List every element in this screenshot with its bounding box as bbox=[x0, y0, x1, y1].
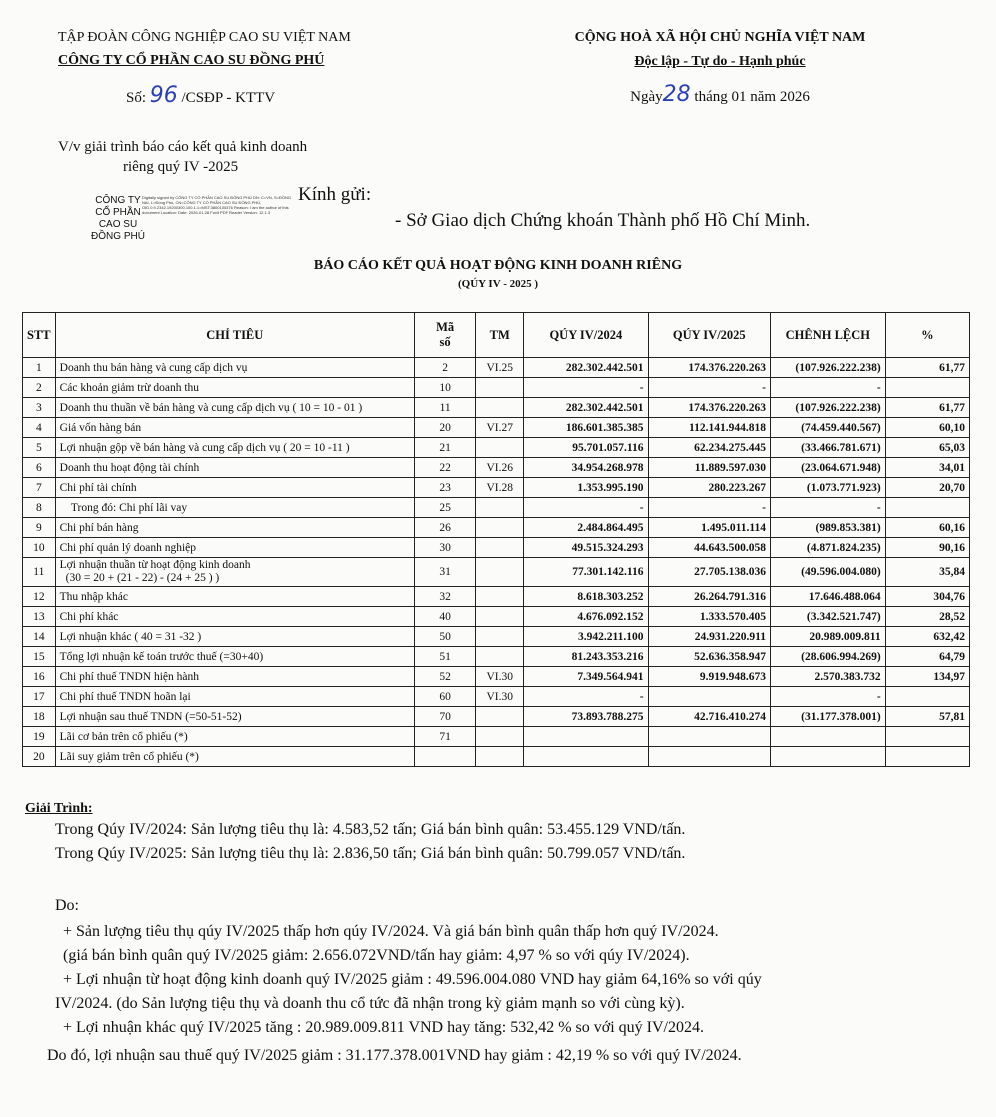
row-q2024: 8.618.303.252 bbox=[524, 587, 648, 607]
row-pct: 34,01 bbox=[885, 458, 969, 478]
row-q2024: 186.601.385.385 bbox=[524, 418, 648, 438]
date-prefix: Ngày bbox=[630, 89, 663, 105]
row-pct: 60,10 bbox=[885, 418, 969, 438]
row-stt: 19 bbox=[23, 727, 56, 747]
report-title: BÁO CÁO KẾT QUẢ HOẠT ĐỘNG KINH DOANH RIÊNG bbox=[313, 258, 683, 273]
row-item: Chi phí thuế TNDN hoãn lại bbox=[55, 687, 414, 707]
salutation: Kính gửi: bbox=[298, 184, 372, 205]
row-stt: 2 bbox=[23, 378, 56, 398]
row-code: 20 bbox=[414, 418, 475, 438]
nation-block bbox=[560, 30, 880, 107]
row-note bbox=[476, 647, 524, 667]
row-diff: 17.646.488.064 bbox=[770, 587, 885, 607]
row-diff: (989.853.381) bbox=[770, 518, 885, 538]
row-q2024: 1.353.995.190 bbox=[524, 478, 648, 498]
row-q2025: 1.495.011.114 bbox=[648, 518, 770, 538]
row-stt: 18 bbox=[23, 707, 56, 727]
table-row bbox=[23, 398, 970, 418]
row-note bbox=[476, 438, 524, 458]
row-pct: 61,77 bbox=[885, 358, 969, 378]
reason-2: + Lợi nhuận từ hoạt động kinh doanh quý IV/2025 giảm : 49.596.004.080 VND hay giảm 64,16% so với qúy bbox=[63, 971, 762, 988]
nation-motto: Độc lập - Tự do - Hạnh phúc bbox=[634, 54, 806, 69]
row-stt: 5 bbox=[23, 438, 56, 458]
row-diff: (23.064.671.948) bbox=[770, 458, 885, 478]
date-suffix: tháng 01 năm 2026 bbox=[694, 89, 810, 105]
row-q2025 bbox=[648, 727, 770, 747]
row-q2024: 282.302.442.501 bbox=[524, 398, 648, 418]
row-diff: (49.596.004.080) bbox=[770, 558, 885, 587]
row-item: Trong đó: Chi phí lãi vay bbox=[55, 498, 414, 518]
row-diff: - bbox=[770, 687, 885, 707]
row-note: VI.28 bbox=[476, 478, 524, 498]
row-q2025: 26.264.791.316 bbox=[648, 587, 770, 607]
row-diff: (107.926.222.238) bbox=[770, 398, 885, 418]
handwritten-number: 96 bbox=[149, 83, 178, 108]
row-pct: 35,84 bbox=[885, 558, 969, 587]
row-note bbox=[476, 627, 524, 647]
row-code: 50 bbox=[414, 627, 475, 647]
row-stt: 3 bbox=[23, 398, 56, 418]
row-q2025 bbox=[648, 747, 770, 767]
row-code: 22 bbox=[414, 458, 475, 478]
row-code: 30 bbox=[414, 538, 475, 558]
row-note: VI.30 bbox=[476, 687, 524, 707]
col-pct: % bbox=[885, 313, 969, 358]
table-row bbox=[23, 478, 970, 498]
table-header-row bbox=[23, 313, 970, 358]
row-diff: (31.177.378.001) bbox=[770, 707, 885, 727]
group-name: TẬP ĐOÀN CÔNG NGHIỆP CAO SU VIỆT NAM bbox=[58, 30, 351, 45]
row-q2024 bbox=[524, 727, 648, 747]
row-pct: 57,81 bbox=[885, 707, 969, 727]
income-statement-table bbox=[22, 312, 970, 767]
row-note: VI.26 bbox=[476, 458, 524, 478]
row-item: Chi phí khác bbox=[55, 607, 414, 627]
row-item: Doanh thu hoạt động tài chính bbox=[55, 458, 414, 478]
row-pct: 28,52 bbox=[885, 607, 969, 627]
row-item: Thu nhập khác bbox=[55, 587, 414, 607]
row-q2025: 62.234.275.445 bbox=[648, 438, 770, 458]
row-diff: (4.871.824.235) bbox=[770, 538, 885, 558]
row-note bbox=[476, 558, 524, 587]
explanation-q2024: Trong Qúy IV/2024: Sản lượng tiêu thụ là: 4.583,52 tấn; Giá bán bình quân: 53.455.129 VND/tấn. bbox=[55, 821, 686, 838]
row-pct: 134,97 bbox=[885, 667, 969, 687]
row-q2024: 77.301.142.116 bbox=[524, 558, 648, 587]
table-row bbox=[23, 418, 970, 438]
table-row bbox=[23, 538, 970, 558]
row-stt: 20 bbox=[23, 747, 56, 767]
row-item bbox=[55, 558, 414, 587]
row-item: Chi phí bán hàng bbox=[55, 518, 414, 538]
row-q2024: 81.243.353.216 bbox=[524, 647, 648, 667]
row-code: 21 bbox=[414, 438, 475, 458]
col-item: CHỈ TIÊU bbox=[55, 313, 414, 358]
explanation-heading: Giải Trình: bbox=[25, 801, 93, 816]
explanation bbox=[25, 800, 975, 1068]
row-code bbox=[414, 747, 475, 767]
col-stt: STT bbox=[23, 313, 56, 358]
row-pct bbox=[885, 687, 969, 707]
row-item: Lãi suy giảm trên cổ phiếu (*) bbox=[55, 747, 414, 767]
row-stt: 15 bbox=[23, 647, 56, 667]
reason-1: + Sản lượng tiêu thụ qúy IV/2025 thấp hơn qúy IV/2024. Và giá bán bình quân thấp hơn quý IV/2024. bbox=[63, 923, 719, 940]
row-code: 52 bbox=[414, 667, 475, 687]
row-diff: - bbox=[770, 378, 885, 398]
row-note bbox=[476, 607, 524, 627]
row-pct: 20,70 bbox=[885, 478, 969, 498]
row-q2025: - bbox=[648, 498, 770, 518]
table-row bbox=[23, 667, 970, 687]
row-q2025: 280.223.267 bbox=[648, 478, 770, 498]
row-item: Lợi nhuận khác ( 40 = 31 -32 ) bbox=[55, 627, 414, 647]
number-suffix: /CSĐP - KTTV bbox=[181, 90, 276, 106]
row-item: Doanh thu bán hàng và cung cấp dịch vụ bbox=[55, 358, 414, 378]
row-q2025: 1.333.570.405 bbox=[648, 607, 770, 627]
row-item: Lợi nhuận sau thuế TNDN (=50-51-52) bbox=[55, 707, 414, 727]
row-q2025: 174.376.220.263 bbox=[648, 398, 770, 418]
reason-3: + Lợi nhuận khác quý IV/2025 tăng : 20.989.009.811 VND hay tăng: 532,42 % so với quý IV/2024. bbox=[63, 1019, 704, 1036]
row-q2024: 3.942.211.100 bbox=[524, 627, 648, 647]
row-q2024: 95.701.057.116 bbox=[524, 438, 648, 458]
explanation-q2025: Trong Qúy IV/2025: Sản lượng tiêu thụ là: 2.836,50 tấn; Giá bán bình quân: 50.799.057 VND/tấn. bbox=[55, 845, 686, 862]
row-note bbox=[476, 707, 524, 727]
subject bbox=[58, 137, 307, 177]
row-item: Giá vốn hàng bán bbox=[55, 418, 414, 438]
row-stt: 13 bbox=[23, 607, 56, 627]
row-pct bbox=[885, 498, 969, 518]
row-note bbox=[476, 398, 524, 418]
table-row bbox=[23, 707, 970, 727]
row-pct: 65,03 bbox=[885, 438, 969, 458]
table-row bbox=[23, 647, 970, 667]
nation-title: CỘNG HOÀ XÃ HỘI CHỦ NGHĨA VIỆT NAM bbox=[574, 30, 866, 45]
row-item: Các khoản giảm trừ doanh thu bbox=[55, 378, 414, 398]
row-item-line1: Lợi nhuận thuần từ hoạt động kinh doanh bbox=[59, 559, 251, 571]
row-stt: 11 bbox=[23, 558, 56, 587]
row-item: Doanh thu thuần về bán hàng và cung cấp dịch vụ ( 10 = 10 - 01 ) bbox=[55, 398, 414, 418]
row-code: 32 bbox=[414, 587, 475, 607]
row-note bbox=[476, 498, 524, 518]
table-row bbox=[23, 727, 970, 747]
row-stt: 14 bbox=[23, 627, 56, 647]
table-row bbox=[23, 747, 970, 767]
row-pct: 90,16 bbox=[885, 538, 969, 558]
recipient: - Sở Giao dịch Chứng khoán Thành phố Hồ Chí Minh. bbox=[395, 210, 811, 231]
row-stt: 17 bbox=[23, 687, 56, 707]
row-diff: (33.466.781.671) bbox=[770, 438, 885, 458]
row-note: VI.27 bbox=[476, 418, 524, 438]
row-pct: 632,42 bbox=[885, 627, 969, 647]
row-q2024: - bbox=[524, 498, 648, 518]
row-code: 31 bbox=[414, 558, 475, 587]
row-q2024: 7.349.564.941 bbox=[524, 667, 648, 687]
row-diff bbox=[770, 747, 885, 767]
row-diff: (74.459.440.567) bbox=[770, 418, 885, 438]
row-stt: 12 bbox=[23, 587, 56, 607]
row-code: 70 bbox=[414, 707, 475, 727]
row-code: 71 bbox=[414, 727, 475, 747]
report-subtitle: (QÚY IV - 2025 ) bbox=[457, 278, 539, 290]
table-row bbox=[23, 587, 970, 607]
row-note bbox=[476, 518, 524, 538]
reason-1-detail: (giá bán bình quân quý IV/2025 giảm: 2.656.072VND/tấn hay giảm: 4,97 % so với qúy IV/2024). bbox=[63, 947, 690, 964]
table-row bbox=[23, 687, 970, 707]
row-diff: (3.342.521.747) bbox=[770, 607, 885, 627]
row-pct: 60,16 bbox=[885, 518, 969, 538]
row-stt: 6 bbox=[23, 458, 56, 478]
row-item: Tổng lợi nhuận kế toán trước thuế (=30+40) bbox=[55, 647, 414, 667]
subject-line2: riêng quý IV -2025 bbox=[123, 159, 239, 175]
row-stt: 16 bbox=[23, 667, 56, 687]
row-q2024: 73.893.788.275 bbox=[524, 707, 648, 727]
company-name: CÔNG TY CỔ PHẦN CAO SU ĐỒNG PHÚ bbox=[58, 53, 325, 68]
document-number bbox=[58, 83, 388, 108]
row-stt: 7 bbox=[23, 478, 56, 498]
row-stt: 1 bbox=[23, 358, 56, 378]
table-row bbox=[23, 607, 970, 627]
table-row bbox=[23, 498, 970, 518]
table-row bbox=[23, 378, 970, 398]
row-pct bbox=[885, 378, 969, 398]
row-q2025: 44.643.500.058 bbox=[648, 538, 770, 558]
row-item: Chi phí thuế TNDN hiện hành bbox=[55, 667, 414, 687]
row-q2025 bbox=[648, 687, 770, 707]
col-note: TM bbox=[476, 313, 524, 358]
row-diff: - bbox=[770, 498, 885, 518]
row-note bbox=[476, 538, 524, 558]
table-row bbox=[23, 558, 970, 587]
conclusion: Do đó, lợi nhuận sau thuế quý IV/2025 giảm : 31.177.378.001VND hay giảm : 42,19 % so với quý IV/2024. bbox=[47, 1047, 742, 1064]
row-q2024: 4.676.092.152 bbox=[524, 607, 648, 627]
row-item: Lãi cơ bản trên cổ phiếu (*) bbox=[55, 727, 414, 747]
document-date bbox=[560, 82, 880, 107]
row-stt: 4 bbox=[23, 418, 56, 438]
row-diff: 20.989.009.811 bbox=[770, 627, 885, 647]
row-note: VI.30 bbox=[476, 667, 524, 687]
table-row bbox=[23, 438, 970, 458]
row-note bbox=[476, 378, 524, 398]
row-q2025: 27.705.138.036 bbox=[648, 558, 770, 587]
issuer-block bbox=[58, 30, 388, 108]
row-code: 26 bbox=[414, 518, 475, 538]
col-q2025: QÚY IV/2025 bbox=[648, 313, 770, 358]
row-note bbox=[476, 727, 524, 747]
reason-2-detail: IV/2024. (do Sản lượng tiệu thụ và doanh thu cổ tức đã nhận trong kỳ giảm mạnh so với cùng kỳ). bbox=[55, 995, 685, 1012]
table-row bbox=[23, 358, 970, 378]
table-row bbox=[23, 518, 970, 538]
reasons-label: Do: bbox=[55, 897, 79, 914]
row-pct: 64,79 bbox=[885, 647, 969, 667]
col-diff: CHÊNH LỆCH bbox=[770, 313, 885, 358]
row-pct bbox=[885, 747, 969, 767]
row-q2024: 34.954.268.978 bbox=[524, 458, 648, 478]
row-item: Chi phí quản lý doanh nghiệp bbox=[55, 538, 414, 558]
row-item-line2: (30 = 20 + (21 - 22) - (24 + 25 ) ) bbox=[65, 572, 220, 584]
row-diff: (1.073.771.923) bbox=[770, 478, 885, 498]
table-row bbox=[23, 627, 970, 647]
row-diff bbox=[770, 727, 885, 747]
row-q2024: 282.302.442.501 bbox=[524, 358, 648, 378]
row-code: 40 bbox=[414, 607, 475, 627]
row-diff: 2.570.383.732 bbox=[770, 667, 885, 687]
row-pct: 304,76 bbox=[885, 587, 969, 607]
row-q2024: - bbox=[524, 687, 648, 707]
row-stt: 10 bbox=[23, 538, 56, 558]
row-q2025: 174.376.220.263 bbox=[648, 358, 770, 378]
row-diff: (107.926.222.238) bbox=[770, 358, 885, 378]
row-note bbox=[476, 587, 524, 607]
row-pct: 61,77 bbox=[885, 398, 969, 418]
row-code: 51 bbox=[414, 647, 475, 667]
signature-details: Digitally signed by CÔNG TY CỔ PHẦN CAO SU ĐỒNG PHÚ DN: C=VN, S=ĐỒNG NAI, L=Đồng Phú, CN=CÔNG TY CỔ PHẦN CAO SU ĐỒNG PHÚ, OID.0.9.2342.19200300.100.1.1=MST:3800100376 Reason: I am the author of this document Location: Date: 2026-01-28 Foxit PDF Reader Version: 12.1.3 bbox=[142, 195, 291, 215]
row-q2024: 49.515.324.293 bbox=[524, 538, 648, 558]
row-code: 25 bbox=[414, 498, 475, 518]
row-q2024: 2.484.864.495 bbox=[524, 518, 648, 538]
row-pct bbox=[885, 727, 969, 747]
row-q2024 bbox=[524, 747, 648, 767]
col-code: Mã số bbox=[414, 313, 475, 358]
handwritten-day: 28 bbox=[662, 82, 691, 107]
row-q2025: 42.716.410.274 bbox=[648, 707, 770, 727]
row-code: 60 bbox=[414, 687, 475, 707]
row-q2025: 11.889.597.030 bbox=[648, 458, 770, 478]
number-prefix: Số: bbox=[126, 90, 147, 106]
row-note: VI.25 bbox=[476, 358, 524, 378]
row-note bbox=[476, 747, 524, 767]
subject-line1: V/v giải trình báo cáo kết quả kinh doanh bbox=[58, 139, 308, 155]
row-code: 10 bbox=[414, 378, 475, 398]
row-code: 2 bbox=[414, 358, 475, 378]
row-q2024: - bbox=[524, 378, 648, 398]
col-q2024: QÚY IV/2024 bbox=[524, 313, 648, 358]
digital-signature bbox=[88, 193, 293, 248]
row-item: Chi phí tài chính bbox=[55, 478, 414, 498]
row-stt: 8 bbox=[23, 498, 56, 518]
row-q2025: 9.919.948.673 bbox=[648, 667, 770, 687]
row-code: 11 bbox=[414, 398, 475, 418]
row-q2025: 112.141.944.818 bbox=[648, 418, 770, 438]
row-stt: 9 bbox=[23, 518, 56, 538]
signature-name: CÔNG TY CỔ PHẦN CAO SU ĐỒNG PHÚ bbox=[91, 195, 145, 242]
row-item: Lợi nhuận gộp về bán hàng và cung cấp dịch vụ ( 20 = 10 -11 ) bbox=[55, 438, 414, 458]
table-row bbox=[23, 458, 970, 478]
row-q2025: - bbox=[648, 378, 770, 398]
row-q2025: 52.636.358.947 bbox=[648, 647, 770, 667]
row-q2025: 24.931.220.911 bbox=[648, 627, 770, 647]
row-code: 23 bbox=[414, 478, 475, 498]
row-diff: (28.606.994.269) bbox=[770, 647, 885, 667]
